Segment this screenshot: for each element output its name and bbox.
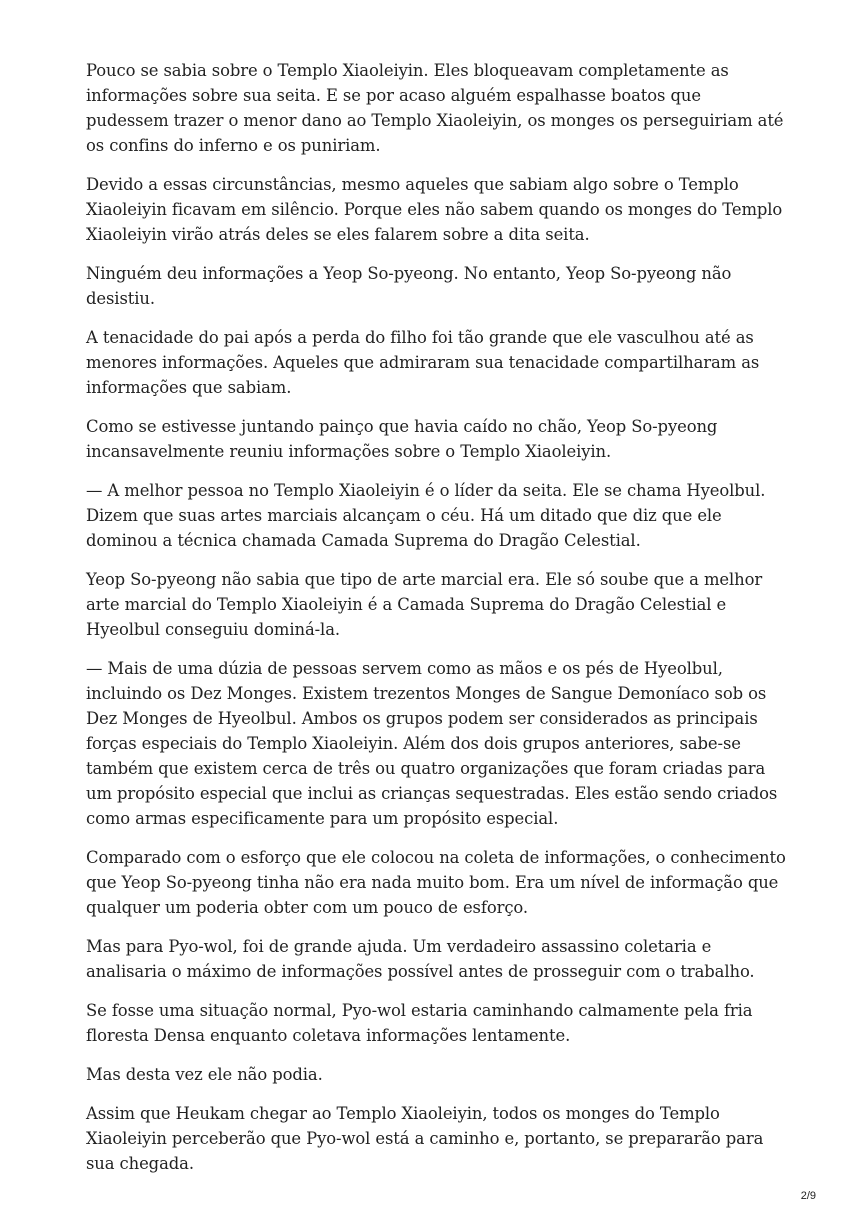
paragraph-1: Pouco se sabia sobre o Templo Xiaoleiyin. Eles bloqueavam completamente as informações sobre sua seita. E se por acaso alguém espalhasse boatos que pudessem trazer o menor dano ao Templo Xiaoleiyin, os monges os perseguiriam até os confins do inferno e os puniriam. (86, 61, 784, 155)
paragraph-2: Devido a essas circunstâncias, mesmo aqueles que sabiam algo sobre o Templo Xiaoleiyin ficavam em silêncio. Porque eles não sabem quando os monges do Templo Xiaoleiyin virão atrás deles se eles falarem sobre a dita seita. (86, 175, 783, 244)
document-body (86, 58, 786, 1190)
paragraph-4: A tenacidade do pai após a perda do filho foi tão grande que ele vasculhou até as menores informações. Aqueles que admiraram sua tenacidade compartilharam as informações que sabiam. (86, 328, 760, 397)
paragraph-7: Yeop So-pyeong não sabia que tipo de arte marcial era. Ele só soube que a melhor arte marcial do Templo Xiaoleiyin é a Camada Suprema do Dragão Celestial e Hyeolbul conseguiu dominá-la. (86, 570, 763, 639)
paragraph-6: — A melhor pessoa no Templo Xiaoleiyin é o líder da seita. Ele se chama Hyeolbul. Dizem que suas artes marciais alcançam o céu. Há um ditado que diz que ele dominou a técnica chamada Camada Suprema do Dragão Celestial. (86, 481, 766, 550)
paragraph-3: Ninguém deu informações a Yeop So-pyeong. No entanto, Yeop So-pyeong não desistiu. (86, 264, 732, 308)
page-number: 2/9 (800, 1190, 816, 1202)
paragraph-10: Mas para Pyo-wol, foi de grande ajuda. Um verdadeiro assassino coletaria e analisaria o máximo de informações possível antes de prosseguir com o trabalho. (86, 937, 755, 981)
paragraph-11: Se fosse uma situação normal, Pyo-wol estaria caminhando calmamente pela fria floresta Densa enquanto coletava informações lentamente. (86, 1001, 753, 1045)
paragraph-12: Mas desta vez ele não podia. (86, 1065, 323, 1084)
paragraph-9: Comparado com o esforço que ele colocou na coleta de informações, o conhecimento que Yeop So-pyeong tinha não era nada muito bom. Era um nível de informação que qualquer um poderia obter com um pouco de esforço. (86, 848, 786, 917)
paragraph-8: — Mais de uma dúzia de pessoas servem como as mãos e os pés de Hyeolbul, incluindo os Dez Monges. Existem trezentos Monges de Sangue Demoníaco sob os Dez Monges de Hyeolbul. Ambos os grupos podem ser considerados as principais forças especiais do Templo Xiaoleiyin. Além dos dois grupos anteriores, sabe-se também que existem cerca de três ou quatro organizações que foram criadas para um propósito especial que inclui as crianças sequestradas. Eles estão sendo criados como armas especificamente para um propósito especial. (86, 659, 778, 828)
paragraph-5: Como se estivesse juntando painço que havia caído no chão, Yeop So-pyeong incansavelmente reuniu informações sobre o Templo Xiaoleiyin. (86, 417, 718, 461)
paragraph-13: Assim que Heukam chegar ao Templo Xiaoleiyin, todos os monges do Templo Xiaoleiyin perceberão que Pyo-wol está a caminho e, portanto, se prepararão para sua chegada. (86, 1104, 764, 1173)
